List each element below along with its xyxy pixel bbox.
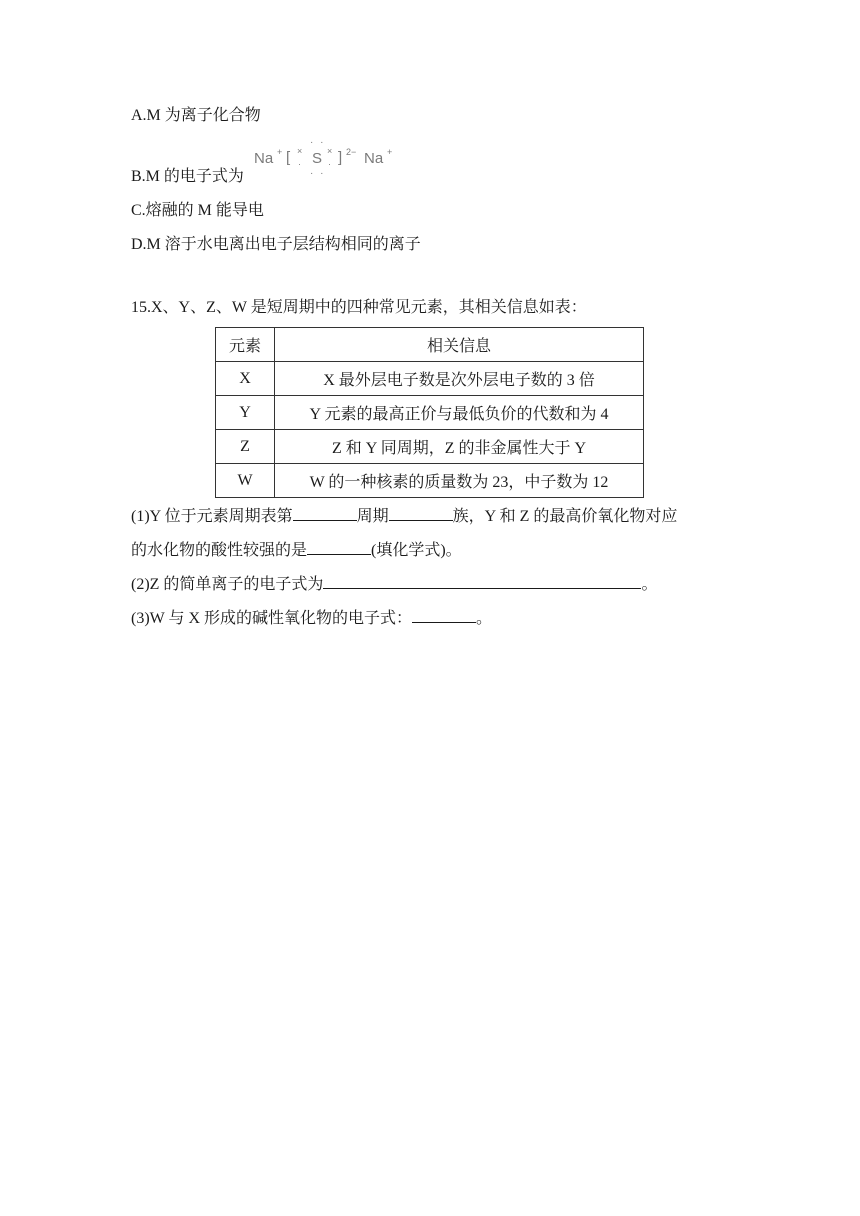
blank-group[interactable]	[389, 505, 453, 521]
part-2-end: 。	[641, 576, 658, 593]
blank-basic-oxide-formula[interactable]	[412, 607, 476, 623]
header-related-info: 相关信息	[275, 328, 644, 362]
option-c: C.熔融的 M 能导电	[131, 202, 264, 219]
right-sodium-ion: Na	[364, 150, 384, 167]
table-row	[216, 362, 644, 396]
left-sodium-ion: Na	[254, 150, 274, 167]
info-cell: W 的一种核素的质量数为 23，中子数为 12	[275, 464, 644, 498]
bracket-charge: 2−	[346, 147, 357, 157]
left-cross-electron: ×	[297, 146, 303, 156]
element-cell: Z	[216, 430, 275, 464]
blank-period[interactable]	[293, 505, 357, 521]
part-3-text: (3)W 与 X 形成的碱性氧化物的电子式：	[131, 610, 413, 627]
question-15-part-1-line-2	[131, 539, 462, 561]
part-1-text-a: (1)Y 位于元素周期表第	[131, 508, 293, 525]
part-3-end: 。	[476, 610, 493, 627]
info-cell: X 最外层电子数是次外层电子数的 3 倍	[275, 362, 644, 396]
option-d: D.M 溶于水电离出电子层结构相同的离子	[131, 236, 421, 253]
part-1-text-c: 族，Y 和 Z 的最高价氧化物对应	[452, 508, 678, 525]
info-cell: Z 和 Y 同周期，Z 的非金属性大于 Y	[275, 430, 644, 464]
right-dot-electron: ·	[328, 159, 331, 169]
info-cell: Y 元素的最高正价与最低负价的代数和为 4	[275, 396, 644, 430]
option-a: A.M 为离子化合物	[131, 107, 261, 124]
question-15-part-1-line-1	[131, 505, 677, 527]
left-sodium-charge: +	[277, 147, 283, 157]
element-cell: W	[216, 464, 275, 498]
left-dot-electron: ·	[298, 159, 301, 169]
close-bracket: ]	[338, 149, 343, 166]
blank-z-ion-formula[interactable]	[323, 573, 641, 589]
sulfur-atom: S	[312, 150, 323, 167]
right-cross-electron: ×	[327, 146, 333, 156]
table-row	[216, 396, 644, 430]
right-sodium-charge: +	[387, 147, 393, 157]
open-bracket: [	[286, 149, 291, 166]
top-dot-electrons: · ·	[310, 137, 326, 148]
sodium-sulfide-electron-formula	[254, 138, 404, 184]
part-1-text-e: (填化学式)。	[371, 542, 462, 559]
element-cell: X	[216, 362, 275, 396]
table-row	[216, 464, 644, 498]
bottom-dot-electrons: · ·	[310, 168, 326, 179]
question-15-stem: 15.X、Y、Z、W 是短周期中的四种常见元素，其相关信息如表：	[131, 299, 587, 316]
table-row	[216, 430, 644, 464]
option-b: B.M 的电子式为	[131, 168, 244, 185]
part-1-text-b: 周期	[356, 508, 389, 525]
table-header-row	[216, 328, 644, 362]
question-15-part-2	[131, 573, 657, 595]
element-info-table	[215, 327, 644, 498]
element-cell: Y	[216, 396, 275, 430]
blank-stronger-acid[interactable]	[307, 539, 371, 555]
part-1-text-d: 的水化物的酸性较强的是	[131, 542, 308, 559]
header-element: 元素	[216, 328, 275, 362]
part-2-text: (2)Z 的简单离子的电子式为	[131, 576, 324, 593]
question-15-part-3	[131, 607, 492, 629]
